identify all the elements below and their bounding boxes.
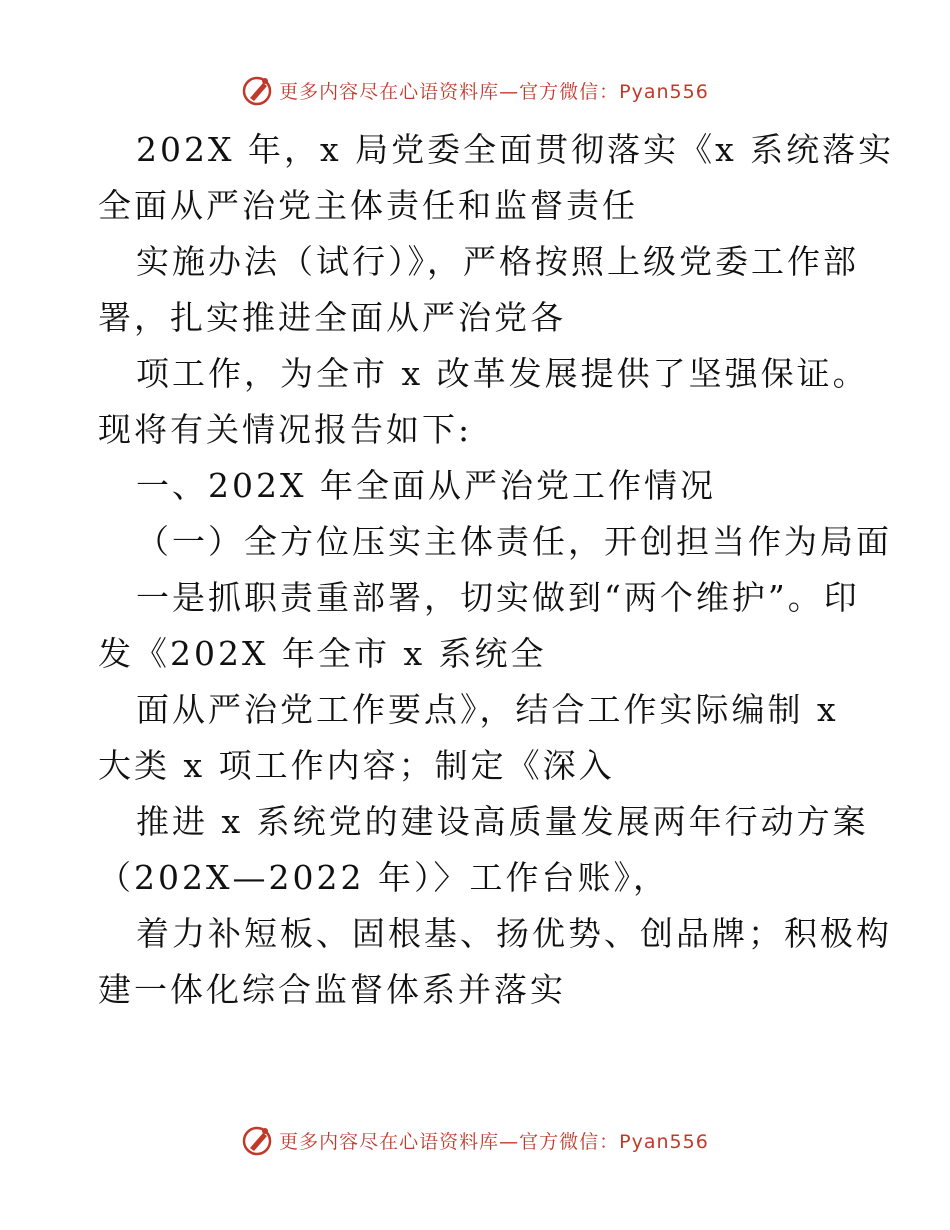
footer-watermark-text: 更多内容尽在心语资料库—官方微信：Pyan556 [279,1130,709,1153]
header-watermark-text: 更多内容尽在心语资料库—官方微信：Pyan556 [279,80,709,103]
section-heading: 一、202X 年全面从严治党工作情况 [136,466,716,505]
text-line: 全面从严治党主体责任和监督责任 [98,186,638,225]
text-line: 发《202X 年全市 x 系统全 [98,634,547,673]
pen-nib-logo-icon [241,73,275,107]
footer-watermark [0,1122,950,1158]
text-line: 项工作，为全市 x 改革发展提供了坚强保证。 [136,354,869,393]
header-watermark [0,72,950,108]
text-line: 大类 x 项工作内容；制定《深入 [98,746,615,785]
document-body [98,122,895,1018]
text-line: 面从严治党工作要点》，结合工作实际编制 x [136,690,839,729]
text-line: 一是抓职责重部署，切实做到“两个维护”。印 [136,578,860,617]
text-line: （202X—2022 年）〉工作台账》， [98,858,669,897]
text-line: 202X 年，x 局党委全面贯彻落实《x 系统落实 [136,130,895,169]
text-line: 着力补短板、固根基、扬优势、创品牌；积极构 [136,914,892,953]
text-line: 建一体化综合监督体系并落实 [98,970,566,1009]
subsection-heading: （一）全方位压实主体责任，开创担当作为局面 [136,522,892,561]
text-line: 推进 x 系统党的建设高质量发展两年行动方案 [136,802,869,841]
text-line: 实施办法（试行）》，严格按照上级党委工作部 [136,242,859,281]
text-line: 署，扎实推进全面从严治党各 [98,298,566,337]
pen-nib-logo-icon [241,1123,275,1157]
text-line: 现将有关情况报告如下: [98,410,473,449]
